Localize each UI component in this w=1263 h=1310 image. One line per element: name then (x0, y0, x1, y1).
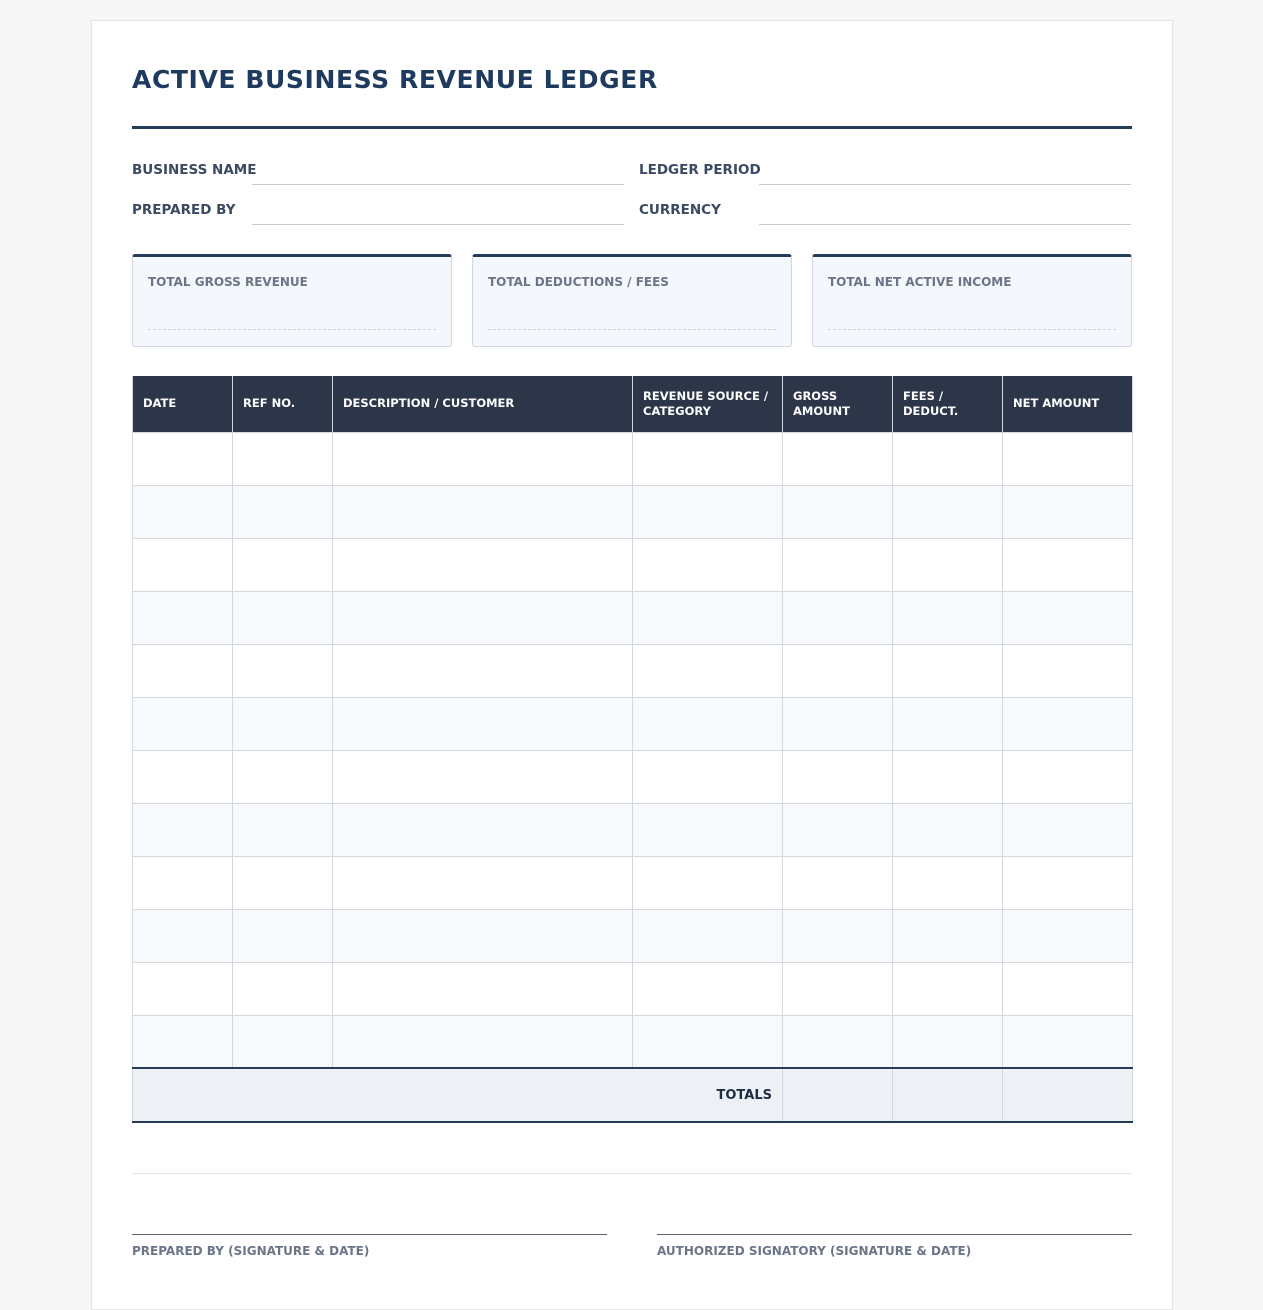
summary-card-net-income (812, 254, 1132, 347)
cell-description[interactable] (333, 1015, 633, 1068)
ledger-body (133, 432, 1133, 1068)
cell-date[interactable] (133, 803, 233, 856)
cell-fees[interactable] (893, 1015, 1003, 1068)
cell-gross-amount[interactable] (783, 485, 893, 538)
cell-date[interactable] (133, 1015, 233, 1068)
cell-date[interactable] (133, 432, 233, 485)
table-row (133, 644, 1133, 697)
cell-description[interactable] (333, 697, 633, 750)
cell-revenue-source[interactable] (633, 909, 783, 962)
business-name-label: BUSINESS NAME (132, 162, 257, 178)
column-header-net-amount: NET AMOUNT (1003, 376, 1133, 432)
cell-net-amount[interactable] (1003, 856, 1133, 909)
ledger-period-label: LEDGER PERIOD (639, 162, 761, 178)
cell-gross-amount[interactable] (783, 1015, 893, 1068)
cell-fees[interactable] (893, 432, 1003, 485)
table-row (133, 538, 1133, 591)
cell-revenue-source[interactable] (633, 856, 783, 909)
title-divider (132, 126, 1132, 129)
totals-fees-cell[interactable] (893, 1068, 1003, 1122)
cell-description[interactable] (333, 432, 633, 485)
cell-description[interactable] (333, 803, 633, 856)
cell-fees[interactable] (893, 644, 1003, 697)
currency-label: CURRENCY (639, 202, 721, 218)
cell-net-amount[interactable] (1003, 591, 1133, 644)
prepared-signature-line[interactable] (132, 1234, 607, 1258)
cell-net-amount[interactable] (1003, 485, 1133, 538)
prepared-by-label: PREPARED BY (132, 202, 236, 218)
section-divider (132, 1173, 1132, 1174)
cell-gross-amount[interactable] (783, 591, 893, 644)
cell-revenue-source[interactable] (633, 485, 783, 538)
cell-fees[interactable] (893, 485, 1003, 538)
cell-net-amount[interactable] (1003, 750, 1133, 803)
prepared-by-field[interactable] (132, 196, 624, 226)
cell-date[interactable] (133, 750, 233, 803)
cell-date[interactable] (133, 697, 233, 750)
table-row (133, 909, 1133, 962)
cell-net-amount[interactable] (1003, 644, 1133, 697)
cell-gross-amount[interactable] (783, 803, 893, 856)
cell-description[interactable] (333, 856, 633, 909)
table-row (133, 750, 1133, 803)
summary-card-gross-revenue (132, 254, 452, 347)
column-header-fees: FEES / DEDUCT. (893, 376, 1003, 432)
table-row (133, 803, 1133, 856)
cell-net-amount[interactable] (1003, 432, 1133, 485)
cell-ref-no[interactable] (233, 856, 333, 909)
cell-fees[interactable] (893, 909, 1003, 962)
cell-ref-no[interactable] (233, 803, 333, 856)
column-header-revenue-source: REVENUE SOURCE / CATEGORY (633, 376, 783, 432)
cell-ref-no[interactable] (233, 644, 333, 697)
cell-ref-no[interactable] (233, 962, 333, 1015)
cell-description[interactable] (333, 962, 633, 1015)
cell-fees[interactable] (893, 538, 1003, 591)
cell-ref-no[interactable] (233, 697, 333, 750)
summary-card-value-line[interactable] (488, 329, 776, 330)
cell-net-amount[interactable] (1003, 697, 1133, 750)
table-row (133, 485, 1133, 538)
cell-revenue-source[interactable] (633, 644, 783, 697)
column-header-ref-no: REF NO. (233, 376, 333, 432)
cell-fees[interactable] (893, 962, 1003, 1015)
summary-card-label: TOTAL NET ACTIVE INCOME (828, 275, 1012, 289)
cell-date[interactable] (133, 962, 233, 1015)
cell-ref-no[interactable] (233, 538, 333, 591)
summary-card-label: TOTAL DEDUCTIONS / FEES (488, 275, 669, 289)
business-name-field[interactable] (132, 156, 624, 186)
cell-date[interactable] (133, 591, 233, 644)
cell-revenue-source[interactable] (633, 432, 783, 485)
cell-date[interactable] (133, 856, 233, 909)
authorized-signature-label: AUTHORIZED SIGNATORY (SIGNATURE & DATE) (657, 1244, 972, 1258)
cell-revenue-source[interactable] (633, 803, 783, 856)
table-header-row (133, 376, 1133, 432)
currency-field[interactable] (639, 196, 1132, 226)
cell-net-amount[interactable] (1003, 803, 1133, 856)
totals-label: TOTALS (133, 1068, 783, 1122)
cell-fees[interactable] (893, 750, 1003, 803)
cell-net-amount[interactable] (1003, 909, 1133, 962)
table-row (133, 962, 1133, 1015)
cell-date[interactable] (133, 909, 233, 962)
ledger-period-field[interactable] (639, 156, 1132, 186)
cell-fees[interactable] (893, 803, 1003, 856)
cell-ref-no[interactable] (233, 432, 333, 485)
cell-ref-no[interactable] (233, 750, 333, 803)
business-name-line (252, 184, 624, 185)
summary-card-deductions (472, 254, 792, 347)
ledger-page (91, 20, 1173, 1310)
cell-description[interactable] (333, 485, 633, 538)
prepared-by-line (252, 224, 624, 225)
cell-net-amount[interactable] (1003, 962, 1133, 1015)
revenue-ledger-table (132, 376, 1133, 1123)
cell-gross-amount[interactable] (783, 538, 893, 591)
cell-description[interactable] (333, 591, 633, 644)
cell-ref-no[interactable] (233, 909, 333, 962)
cell-gross-amount[interactable] (783, 432, 893, 485)
cell-ref-no[interactable] (233, 591, 333, 644)
cell-revenue-source[interactable] (633, 538, 783, 591)
summary-card-label: TOTAL GROSS REVENUE (148, 275, 308, 289)
column-header-gross-amount: GROSS AMOUNT (783, 376, 893, 432)
cell-gross-amount[interactable] (783, 697, 893, 750)
prepared-signature-label: PREPARED BY (SIGNATURE & DATE) (132, 1244, 370, 1258)
cell-revenue-source[interactable] (633, 591, 783, 644)
table-row (133, 1015, 1133, 1068)
page-title: ACTIVE BUSINESS REVENUE LEDGER (132, 65, 658, 94)
column-header-date: DATE (133, 376, 233, 432)
currency-line (759, 224, 1131, 225)
column-header-description: DESCRIPTION / CUSTOMER (333, 376, 633, 432)
cell-fees[interactable] (893, 591, 1003, 644)
cell-revenue-source[interactable] (633, 1015, 783, 1068)
table-row (133, 856, 1133, 909)
summary-card-value-line[interactable] (148, 329, 436, 330)
table-row (133, 591, 1133, 644)
table-row (133, 432, 1133, 485)
cell-date[interactable] (133, 644, 233, 697)
cell-date[interactable] (133, 538, 233, 591)
cell-ref-no[interactable] (233, 1015, 333, 1068)
cell-description[interactable] (333, 644, 633, 697)
summary-card-value-line[interactable] (828, 329, 1116, 330)
totals-row (133, 1068, 1133, 1122)
cell-gross-amount[interactable] (783, 909, 893, 962)
cell-description[interactable] (333, 538, 633, 591)
cell-description[interactable] (333, 750, 633, 803)
authorized-signature-line[interactable] (657, 1234, 1132, 1258)
cell-ref-no[interactable] (233, 485, 333, 538)
ledger-period-line (759, 184, 1131, 185)
cell-fees[interactable] (893, 856, 1003, 909)
cell-fees[interactable] (893, 697, 1003, 750)
cell-gross-amount[interactable] (783, 750, 893, 803)
cell-gross-amount[interactable] (783, 644, 893, 697)
cell-date[interactable] (133, 485, 233, 538)
cell-gross-amount[interactable] (783, 856, 893, 909)
totals-net-cell[interactable] (1003, 1068, 1133, 1122)
cell-description[interactable] (333, 909, 633, 962)
totals-gross-cell[interactable] (783, 1068, 893, 1122)
cell-revenue-source[interactable] (633, 750, 783, 803)
cell-net-amount[interactable] (1003, 538, 1133, 591)
table-row (133, 697, 1133, 750)
cell-revenue-source[interactable] (633, 697, 783, 750)
cell-revenue-source[interactable] (633, 962, 783, 1015)
cell-net-amount[interactable] (1003, 1015, 1133, 1068)
cell-gross-amount[interactable] (783, 962, 893, 1015)
